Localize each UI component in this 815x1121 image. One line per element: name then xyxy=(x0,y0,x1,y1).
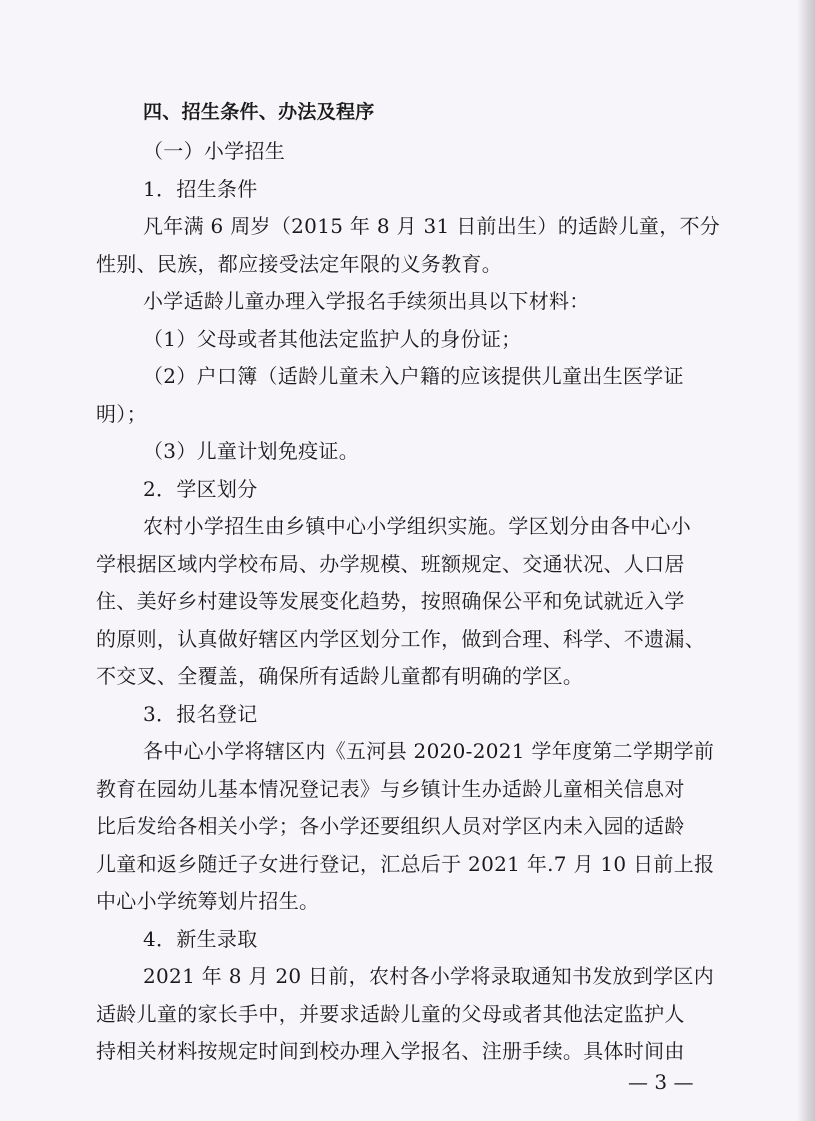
body-line: 中心小学统筹划片招生。 xyxy=(96,889,320,913)
body-line: 各中心小学将辖区内《五河县 2020-2021 学年度第二学期学前 xyxy=(143,739,715,763)
body-line: （2）户口簿（适龄儿童未入户籍的应该提供儿童出生医学证 xyxy=(143,364,684,388)
body-line: （1）父母或者其他法定监护人的身份证； xyxy=(143,327,522,351)
body-line: 教育在园幼儿基本情况登记表》与乡镇计生办适龄儿童相关信息对 xyxy=(96,777,685,801)
body-line: 2．学区划分 xyxy=(143,477,258,501)
body-line: 凡年满 6 周岁（2015 年 8 月 31 日前出生）的适龄儿童，不分 xyxy=(143,214,721,238)
body-line: 农村小学招生由乡镇中心小学组织实施。学区划分由各中心小 xyxy=(143,514,692,538)
subsection-title: （一）小学招生 xyxy=(143,139,286,163)
body-line: 的原则，认真做好辖区内学区划分工作，做到合理、科学、不遗漏、 xyxy=(96,627,705,651)
body-line: 4．新生录取 xyxy=(143,927,258,951)
body-line: 儿童和返乡随迁子女进行登记，汇总后于 2021 年.7 月 10 日前上报 xyxy=(96,852,715,876)
body-line: 学根据区域内学校布局、办学规模、班额规定、交通状况、人口居 xyxy=(96,552,685,576)
page-edge-shadow xyxy=(797,0,815,1121)
section-title: 四、招生条件、办法及程序 xyxy=(143,101,375,123)
body-line: 比后发给各相关小学；各小学还要组织人员对学区内未入园的适龄 xyxy=(96,814,685,838)
body-line: 持相关材料按规定时间到校办理入学报名、注册手续。具体时间由 xyxy=(96,1039,685,1063)
page-number: — 3 — xyxy=(628,1070,694,1094)
body-line: 明）； xyxy=(96,402,147,426)
body-line: 住、美好乡村建设等发展变化趋势，按照确保公平和免试就近入学 xyxy=(96,589,685,613)
body-line: 性别、民族，都应接受法定年限的义务教育。 xyxy=(96,252,502,276)
body-line: 3．报名登记 xyxy=(143,702,258,726)
body-line: 1．招生条件 xyxy=(143,177,258,201)
body-line: 小学适龄儿童办理入学报名手续须出具以下材料： xyxy=(143,289,590,313)
body-line: 2021 年 8 月 20 日前，农村各小学将录取通知书发放到学区内 xyxy=(143,964,715,988)
body-line: （3）儿童计划免疫证。 xyxy=(143,439,360,463)
body-line: 不交叉、全覆盖，确保所有适龄儿童都有明确的学区。 xyxy=(96,664,584,688)
body-line: 适龄儿童的家长手中，并要求适龄儿童的父母或者其他法定监护人 xyxy=(96,1002,685,1026)
